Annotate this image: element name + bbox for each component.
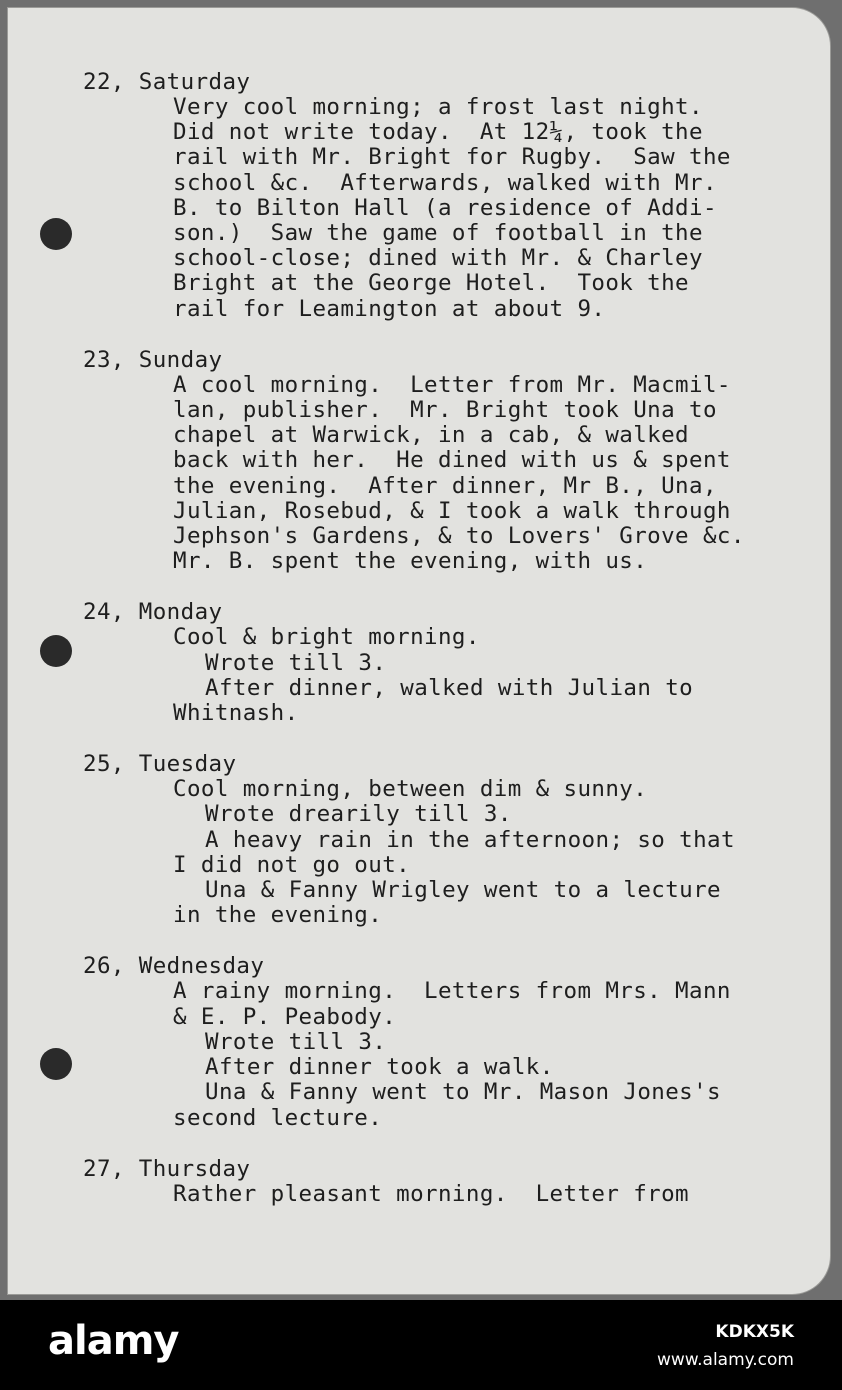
- entry-line: chapel at Warwick, in a cab, & walked: [173, 422, 690, 449]
- entry-date: 24, Monday: [83, 599, 223, 626]
- entry-line: Wrote till 3.: [205, 649, 387, 676]
- entry-line: Did not write today. At 12¼, took the: [173, 119, 703, 146]
- entry-line: After dinner took a walk.: [205, 1054, 554, 1081]
- entry-date: 27, Thursday: [83, 1155, 251, 1182]
- entry-line: school &c. Afterwards, walked with Mr.: [173, 169, 717, 196]
- entry-date: 23, Sunday: [83, 346, 223, 373]
- entry-line: Una & Fanny Wrigley went to a lecture: [205, 877, 722, 904]
- entry-line: Bright at the George Hotel. Took the: [173, 270, 690, 297]
- entry-line: son.) Saw the game of football in the: [173, 220, 703, 247]
- entry-line: Wrote till 3.: [205, 1028, 387, 1055]
- entry-line: Cool & bright morning.: [173, 624, 480, 651]
- site-url: www.alamy.com: [656, 1350, 794, 1370]
- entry-line: Wrote drearily till 3.: [205, 801, 512, 828]
- diary-entry: [8, 600, 830, 726]
- brand-logo: alamy: [48, 1318, 179, 1364]
- entry-line: rail with Mr. Bright for Rugby. Saw the: [173, 144, 731, 171]
- entry-date: 26, Wednesday: [83, 953, 265, 980]
- entry-line: school-close; dined with Mr. & Charley: [173, 245, 703, 272]
- entry-line: Very cool morning; a frost last night.: [173, 94, 703, 120]
- entry-line: A heavy rain in the afternoon; so that: [205, 826, 735, 853]
- entry-line: lan, publisher. Mr. Bright took Una to: [173, 397, 717, 424]
- image-id: KDKX5K: [715, 1322, 794, 1342]
- entry-line: B. to Bilton Hall (a residence of Addi-: [173, 194, 717, 221]
- entry-line: Whitnash.: [173, 700, 299, 727]
- entry-line: A rainy morning. Letters from Mrs. Mann: [173, 978, 731, 1005]
- entry-line: After dinner, walked with Julian to: [205, 674, 694, 701]
- entry-line: rail for Leamington at about 9.: [173, 295, 606, 322]
- entry-line: Mr. B. spent the evening, with us.: [173, 548, 648, 575]
- entry-line: A cool morning. Letter from Mr. Macmil-: [173, 371, 731, 398]
- entry-line: Julian, Rosebud, & I took a walk through: [173, 497, 731, 524]
- diary-entries: [8, 70, 830, 1233]
- diary-entry: [8, 348, 830, 575]
- entry-line: I did not go out.: [173, 851, 411, 878]
- entry-line: Rather pleasant morning. Letter from: [173, 1180, 690, 1207]
- entry-line: Una & Fanny went to Mr. Mason Jones's: [205, 1079, 722, 1106]
- entry-line: & E. P. Peabody.: [173, 1003, 397, 1030]
- diary-entry: [8, 1157, 830, 1207]
- entry-line: back with her. He dined with us & spent: [173, 447, 731, 474]
- entry-line: second lecture.: [173, 1104, 383, 1131]
- diary-entry: [8, 954, 830, 1130]
- entry-date: 25, Tuesday: [83, 751, 237, 778]
- entry-date: 22, Saturday: [83, 69, 251, 95]
- diary-entry: [8, 70, 830, 322]
- entry-line: Cool morning, between dim & sunny.: [173, 776, 648, 803]
- entry-line: the evening. After dinner, Mr B., Una,: [173, 472, 717, 499]
- diary-entry: [8, 752, 830, 928]
- entry-line: in the evening.: [173, 902, 383, 929]
- entry-line: Jephson's Gardens, & to Lovers' Grove &c.: [173, 523, 745, 550]
- diary-page: [8, 8, 830, 1294]
